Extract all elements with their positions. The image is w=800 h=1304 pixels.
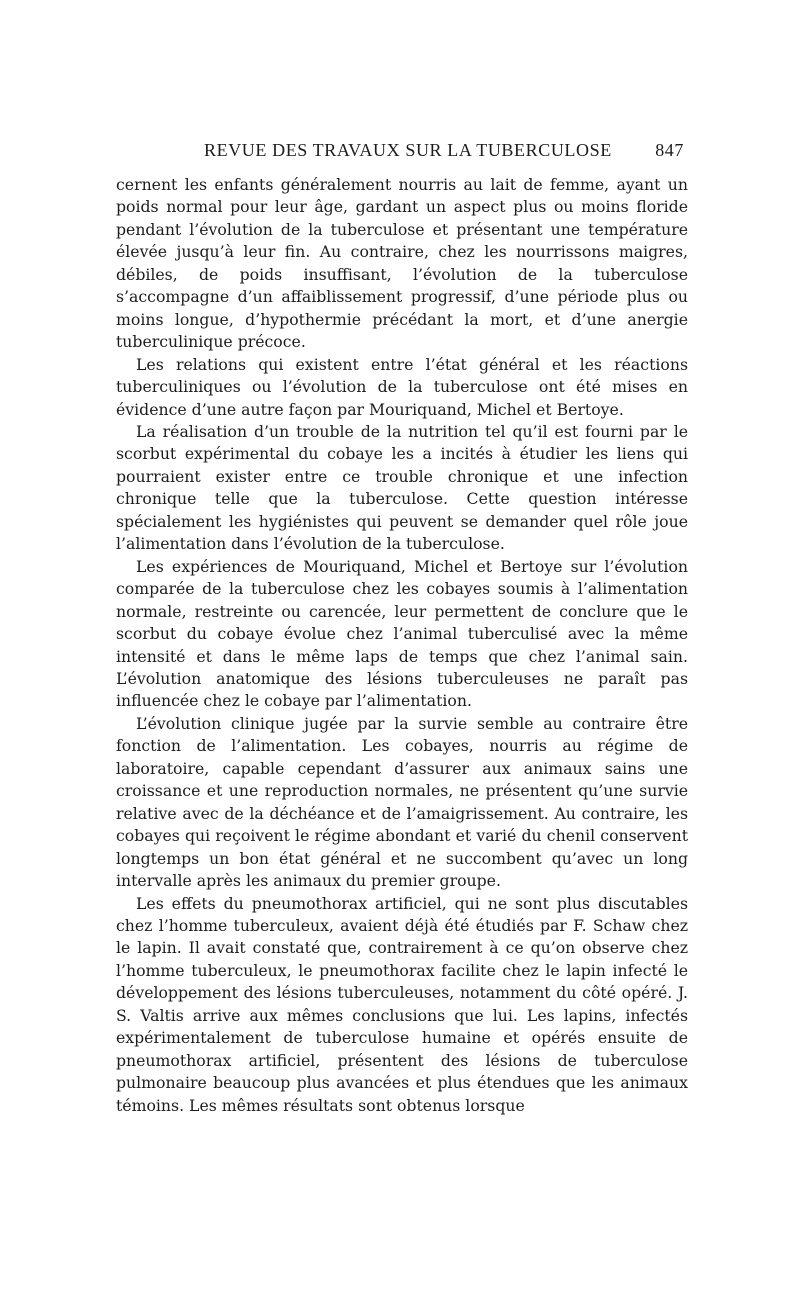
running-head [116, 138, 684, 162]
paragraph: La réalisation d’un trouble de la nutrition tel qu’il est fourni par le scorbut expérimental du cobaye les a incités à étudier les liens qui pourraient exister entre ce trouble chronique et une infection chronique telle que la tuberculose. Cette question intéresse spécialement les hygiénistes qui peuvent se demander quel rôle joue l’alimentation dans l’évolution de la tuberculose. [116, 421, 688, 554]
paragraph: L’évolution clinique jugée par la survie semble au contraire être fonction de l’alimentation. Les cobayes, nourris au régime de laboratoire, capable cependant d’assurer aux animaux sains une croissance et une reproduction normales, ne présentent qu’une survie relative avec de la déchéance et de l’amaigrissement. Au contraire, les cobayes qui reçoivent le régime abondant et varié du chenil conservent longtemps un bon état général et ne succombent qu’avec un long intervalle après les animaux du premier groupe. [116, 713, 688, 891]
paragraph: Les expériences de Mouriquand, Michel et Bertoye sur l’évolution comparée de la tuberculose chez les cobayes soumis à l’alimentation normale, restreinte ou carencée, leur permettent de conclure que le scorbut du cobaye évolue chez l’animal tuberculisé avec la même intensité et dans le même laps de temps que chez l’animal sain. L’évolution anatomique des lésions tuberculeuses ne paraît pas influencée chez le cobaye par l’alimentation. [116, 556, 688, 711]
paragraph: Les effets du pneumothorax artificiel, qui ne sont plus discutables chez l’homme tuberculeux, avaient déjà été étudiés par F. Schaw chez le lapin. Il avait constaté que, contrairement à ce qu’on observe chez l’homme tuberculeux, le pneumothorax facilite chez le lapin infecté le développement des lésions tuberculeuses, notamment du côté opéré. J. S. Valtis arrive aux mêmes conclusions que lui. Les lapins, infectés expérimentalement de tuberculose humaine et opérés ensuite de pneumothorax artificiel, présentent des lésions de tuberculose pulmonaire beaucoup plus avancées et plus étendues que les animaux témoins. Les mêmes résultats sont obtenus lorsque [116, 893, 688, 1115]
paragraph: Les relations qui existent entre l’état général et les réactions tuberculiniques ou l’évolution de la tuberculose ont été mises en évidence d’une autre façon par Mouriquand, Michel et Bertoye. [116, 354, 688, 419]
body-text [116, 174, 688, 1117]
paragraph-continued: cernent les enfants généralement nourris au lait de femme, ayant un poids normal pour leur âge, gardant un aspect plus ou moins floride pendant l’évolution de la tuberculose et présentant une température élevée jusqu’à leur fin. Au contraire, chez les nourrissons maigres, débiles, de poids insuffisant, l’évolution de la tuberculose s’accompagne d’un affaiblissement progressif, d’une période plus ou moins longue, d’hypothermie précédant la mort, et d’une anergie tuberculinique précoce. [116, 175, 688, 352]
running-title: REVUE DES TRAVAUX SUR LA TUBERCULOSE [204, 140, 612, 160]
page-number: 847 [655, 140, 684, 160]
